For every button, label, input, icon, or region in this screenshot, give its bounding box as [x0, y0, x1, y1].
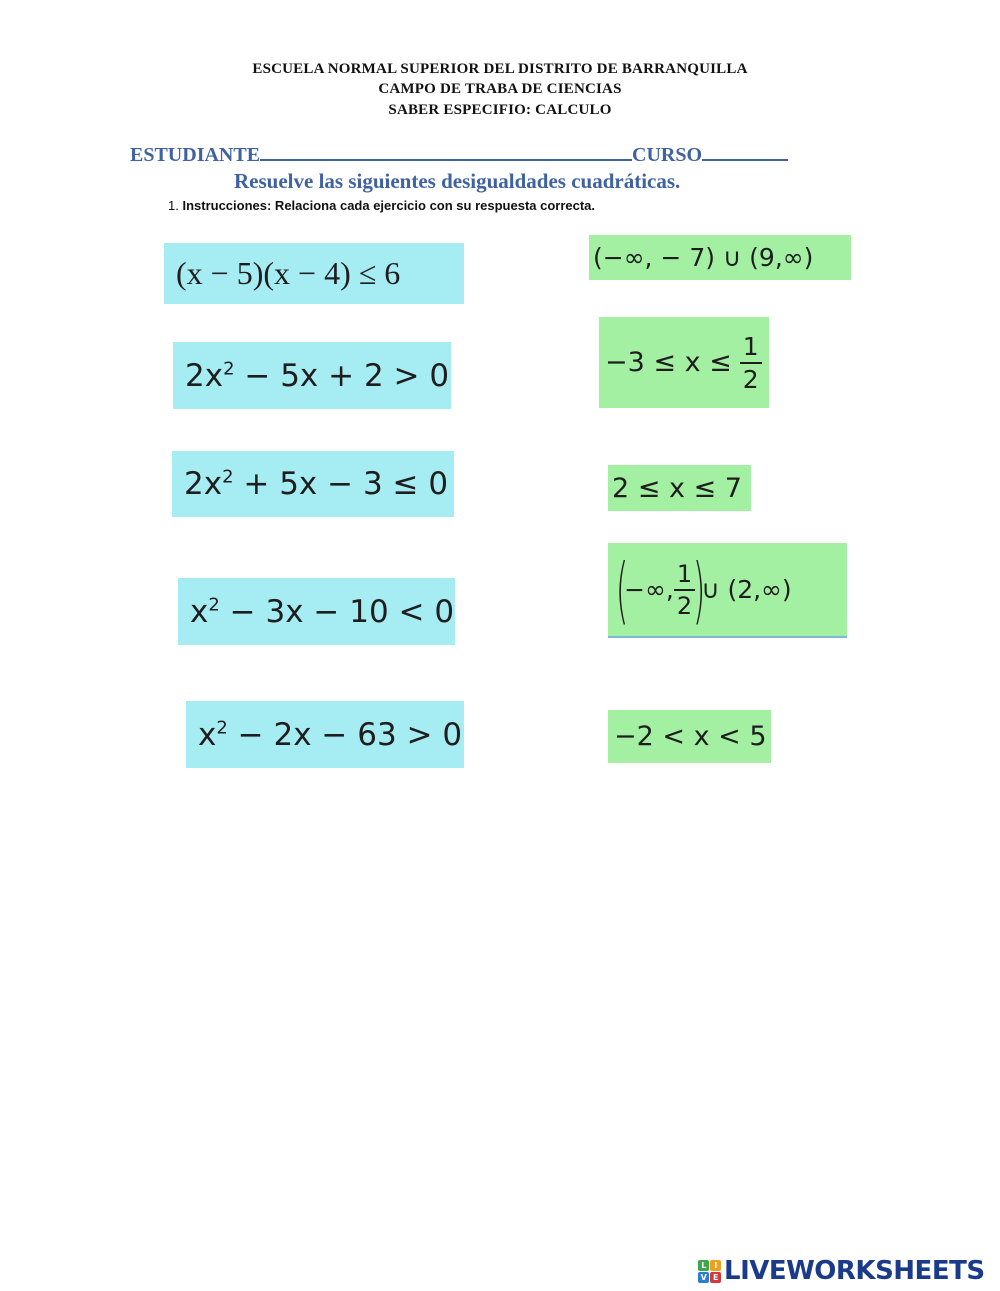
logo-mark: L I V E [698, 1260, 721, 1283]
liveworksheets-logo [698, 1256, 985, 1286]
exercise-2-text: $2x^2 - 5x + 2 > 0$ [185, 357, 450, 394]
instructions-number: 1. [168, 198, 179, 213]
answer-3-text: 2 ≤ x ≤ 7 [612, 472, 742, 504]
answer-2-text: −3 ≤ x ≤ $\frac{1}{2}$ [605, 334, 762, 392]
answer-4[interactable] [608, 543, 847, 638]
answer-1[interactable] [589, 235, 851, 280]
logo-text: LIVEWORKSHEETS [724, 1256, 985, 1286]
student-name-blank[interactable] [260, 142, 632, 161]
answer-5[interactable] [608, 710, 771, 763]
exercise-1-text: (x − 5)(x − 4) ≤ 6 [176, 255, 401, 291]
answer-4-text: ( −∞, $\frac{1}{2}$ ) ∪ (2,∞) [615, 547, 792, 632]
instructions [168, 198, 595, 213]
worksheet-title: Resuelve las siguientes desigualdades cuadráticas. [234, 169, 681, 193]
instructions-text: Instrucciones: Relaciona cada ejercicio con su respuesta correcta. [182, 198, 596, 213]
student-label: ESTUDIANTE [130, 144, 261, 166]
answer-1-text: (−∞, − 7) ∪ (9,∞) [593, 243, 814, 272]
subject-name: SABER ESPECIFIO: CALCULO [388, 102, 612, 118]
student-course-line [130, 142, 788, 167]
field-name: CAMPO DE TRABA DE CIENCIAS [378, 81, 622, 97]
school-name: ESCUELA NORMAL SUPERIOR DEL DISTRITO DE BARRANQUILLA [252, 61, 748, 77]
answer-4-fraction: $\frac{1}{2}$ [674, 562, 695, 618]
answer-2[interactable] [599, 317, 769, 408]
exercise-5-text: $x^2 - 2x - 63 > 0$ [198, 716, 463, 753]
exercise-3-text: $2x^2 + 5x - 3 \le 0$ [184, 466, 449, 502]
course-blank[interactable] [702, 142, 788, 161]
exercise-4-text: $x^2 - 3x - 10 < 0$ [190, 593, 455, 630]
answer-2-fraction: $\frac{1}{2}$ [740, 334, 762, 392]
answer-3[interactable] [608, 465, 751, 511]
exercise-1[interactable] [164, 243, 464, 304]
exercise-4[interactable] [178, 578, 455, 645]
answer-5-text: −2 < x < 5 [614, 721, 767, 752]
exercise-5[interactable] [186, 701, 464, 768]
exercise-2[interactable] [173, 342, 451, 409]
exercise-3[interactable] [172, 451, 454, 517]
course-label: CURSO [632, 144, 703, 166]
